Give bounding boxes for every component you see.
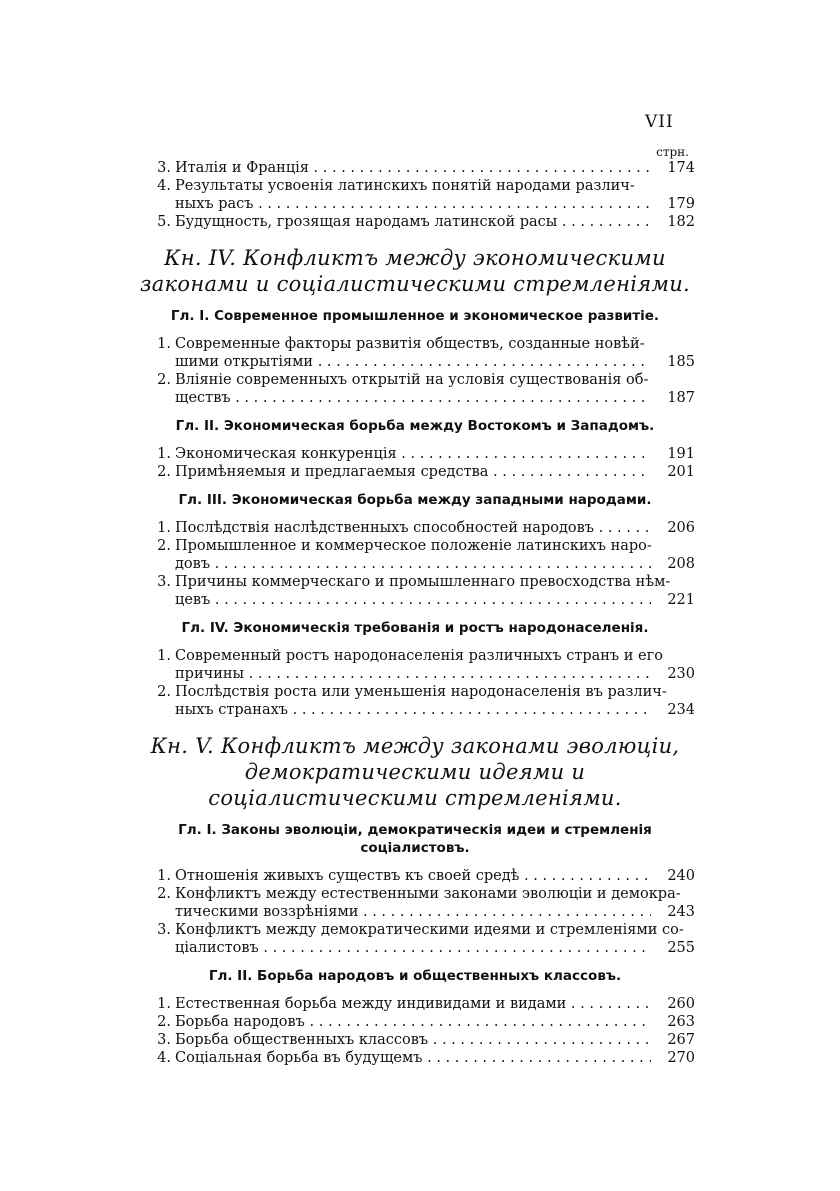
entry-title-cont: причины . . . [175,665,651,683]
entry-number: 3. [157,574,171,590]
entry-page: 230 [667,666,695,682]
entry-first-line [149,335,695,353]
entry-page: 185 [667,354,695,370]
toc-entry [135,1049,695,1067]
toc-entry [135,683,695,719]
entry-number: 3. [157,1032,171,1048]
entry-page: 182 [667,214,695,230]
entry-number: 4. [157,178,171,194]
entry-title: Послѣдствія наслѣдственныхъ способностей народовъ . . . [175,519,651,537]
entry-first-line [149,573,695,591]
toc-entry [135,537,695,573]
entry-first-line [149,537,695,555]
entry-title: Естественная борьба между индивидами и видами . . . [175,995,651,1013]
entry-title: Причины коммерческаго и промышленнаго превосходства нѣм- [175,574,671,590]
toc-entry [135,213,695,231]
entry-page: 234 [667,702,695,718]
entry-continuation [149,903,695,921]
entry-continuation [149,389,695,407]
entry-number: 1. [157,446,171,462]
entry-first-line [149,177,695,195]
toc-entry [135,1031,695,1049]
entry-title: Конфликтъ между демократическими идеями и стремленіями со- [175,922,684,938]
entry-number: 4. [157,1050,171,1066]
entry-first-line [149,647,695,665]
entry-title: Соціальная борьба въ будущемъ . . . [175,1049,651,1067]
entry-continuation [149,701,695,719]
book-heading: Кн. IV. Конфликтъ между экономическими законами и соціалистическими стремленіями. [139,246,691,296]
entry-page: 221 [667,592,695,608]
entry-first-line [149,885,695,903]
entry-title: Борьба общественныхъ классовъ . . . [175,1031,651,1049]
entry-title-cont: ціалистовъ . . . [175,939,651,957]
entry-page: 174 [667,160,695,176]
entry-number: 2. [157,372,171,388]
entry-number: 3. [157,160,171,176]
entry-page: 267 [667,1032,695,1048]
entry-number: 2. [157,886,171,902]
table-of-contents [135,105,695,1067]
entry-first-line [149,921,695,939]
chapter-heading: Гл. II. Борьба народовъ и общественныхъ классовъ. [208,968,622,984]
chapter-heading: Гл. IV. Экономическія требованія и ростъ народонаселенія. [181,620,649,636]
entry-continuation [149,665,695,683]
entry-page: 243 [667,904,695,920]
entry-page: 179 [667,196,695,212]
entry-title: Экономическая конкуренція . . . [175,445,651,463]
entry-number: 2. [157,464,171,480]
toc-entry [135,995,695,1013]
toc-entry [135,177,695,213]
entry-page: 260 [667,996,695,1012]
toc-entry [135,573,695,609]
toc-list [135,159,695,1067]
entry-continuation [149,353,695,371]
toc-entry [135,1013,695,1031]
toc-entry [135,647,695,683]
toc-entry [135,885,695,921]
toc-entry [135,921,695,957]
entry-title-cont: ныхъ странахъ . . . [175,701,651,719]
entry-title: Борьба народовъ . . . [175,1013,651,1031]
toc-entry [135,867,695,885]
entry-page: 187 [667,390,695,406]
chapter-heading: Гл. I. Современное промышленное и экономическое развитіе. [170,308,660,324]
entry-title: Италія и Франція . . . [175,159,651,177]
entry-title: Отношенія живыхъ существъ къ своей средѣ . . . [175,867,651,885]
entry-continuation [149,939,695,957]
entry-continuation [149,591,695,609]
entry-page: 201 [667,464,695,480]
entry-title: Промышленное и коммерческое положеніе латинскихъ наро- [175,538,652,554]
entry-number: 1. [157,336,171,352]
page-column-label: стрн. [656,145,689,159]
entry-title: Современный ростъ народонаселенія различныхъ странъ и его [175,648,663,664]
entry-number: 2. [157,538,171,554]
entry-title-cont: довъ . . . [175,555,651,573]
entry-title-cont: тическими воззрѣніями . . . [175,903,651,921]
chapter-heading: Гл. III. Экономическая борьба между западными народами. [178,492,652,508]
page-number: VII [645,112,674,132]
entry-title-cont: цевъ . . . [175,591,651,609]
entry-title: Будущность, грозящая народамъ латинской расы . . . [175,213,651,231]
entry-continuation [149,555,695,573]
entry-title: Примѣняемыя и предлагаемыя средства . . . [175,463,651,481]
entry-title: Современные факторы развитія обществъ, созданные новѣй- [175,336,645,352]
toc-entry [135,463,695,481]
entry-page: 191 [667,446,695,462]
entry-page: 270 [667,1050,695,1066]
entry-title: Послѣдствія роста или уменьшенія народонаселенія въ различ- [175,684,667,700]
entry-page: 255 [667,940,695,956]
entry-number: 1. [157,868,171,884]
entry-number: 5. [157,214,171,230]
entry-continuation [149,195,695,213]
toc-entry [135,159,695,177]
entry-page: 263 [667,1014,695,1030]
entry-page: 208 [667,556,695,572]
entry-title-cont: ществъ . . . [175,389,651,407]
entry-title-cont: шими открытіями . . . [175,353,651,371]
chapter-heading: Гл. I. Законы эволюціи, демократическія идеи и стремленія соціалистовъ. [178,822,652,856]
entry-first-line [149,683,695,701]
toc-entry [135,335,695,371]
entry-title-cont: ныхъ расъ . . . [175,195,651,213]
entry-title: Вліяніе современныхъ открытій на условія существованія об- [175,372,649,388]
entry-title: Результаты усвоенія латинскихъ понятій народами различ- [175,178,635,194]
entry-number: 2. [157,684,171,700]
toc-entry [135,445,695,463]
entry-page: 240 [667,868,695,884]
book-heading: Кн. V. Конфликтъ между законами эволюціи, демократическими идеями и соціалистическими стремленіями. [150,734,680,810]
chapter-heading: Гл. II. Экономическая борьба между Востокомъ и Западомъ. [175,418,655,434]
toc-entry [135,519,695,537]
toc-entry [135,371,695,407]
entry-number: 1. [157,648,171,664]
entry-number: 2. [157,1014,171,1030]
entry-title: Конфликтъ между естественными законами эволюціи и демокра- [175,886,681,902]
entry-number: 1. [157,520,171,536]
entry-number: 3. [157,922,171,938]
entry-page: 206 [667,520,695,536]
entry-number: 1. [157,996,171,1012]
entry-first-line [149,371,695,389]
